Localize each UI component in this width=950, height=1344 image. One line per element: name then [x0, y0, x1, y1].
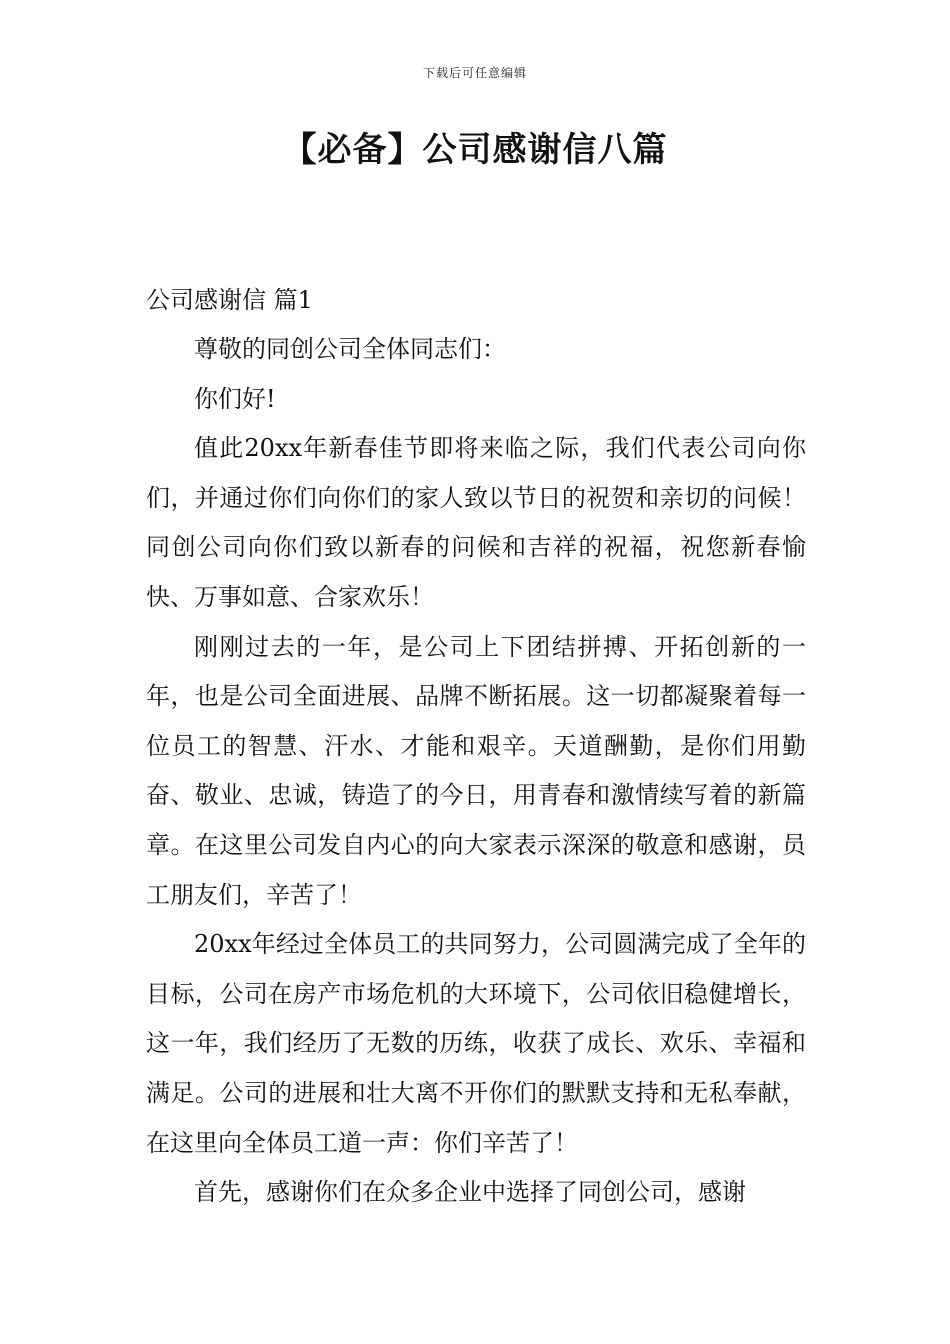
greeting-paragraph: 你们好! — [194, 384, 276, 413]
document-title: 【必备】公司感谢信八篇 — [282, 130, 668, 170]
body-paragraph: 值此20xx年新春佳节即将来临之际，我们代表公司向你们，并通过你们向你们的家人致以节日的祝贺和亲切的问候！同创公司向你们致以新春的问候和吉祥的祝福，祝您新春愉快、万事如意、合家欢乐！ — [146, 434, 806, 611]
document-body — [146, 276, 806, 1218]
body-paragraph: 20xx年经过全体员工的共同努力，公司圆满完成了全年的目标，公司在房产市场危机的大环境下，公司依旧稳健增长，这一年，我们经历了无数的历练，收获了成长、欢乐、幸福和满足。公司的进展和壮大离不开你们的默默支持和无私奉献，在这里向全体员工道一声：你们辛苦了！ — [146, 930, 806, 1157]
body-paragraph: 刚刚过去的一年，是公司上下团结拼搏、开拓创新的一年，也是公司全面进展、品牌不断拓展。这一切都凝聚着每一位员工的智慧、汗水、才能和艰辛。天道酬勤，是你们用勤奋、敬业、忠诚，铸造了的今日，用青春和激情续写着的新篇章。在这里公司发自内心的向大家表示深深的敬意和感谢，员工朋友们，辛苦了！ — [146, 632, 806, 909]
salutation-paragraph: 尊敬的同创公司全体同志们： — [194, 335, 506, 363]
section-heading: 公司感谢信 篇1 — [146, 286, 313, 314]
header-note: 下载后可任意编辑 — [422, 66, 527, 80]
body-paragraph: 首先，感谢你们在众多企业中选择了同创公司，感谢 — [194, 1178, 746, 1207]
